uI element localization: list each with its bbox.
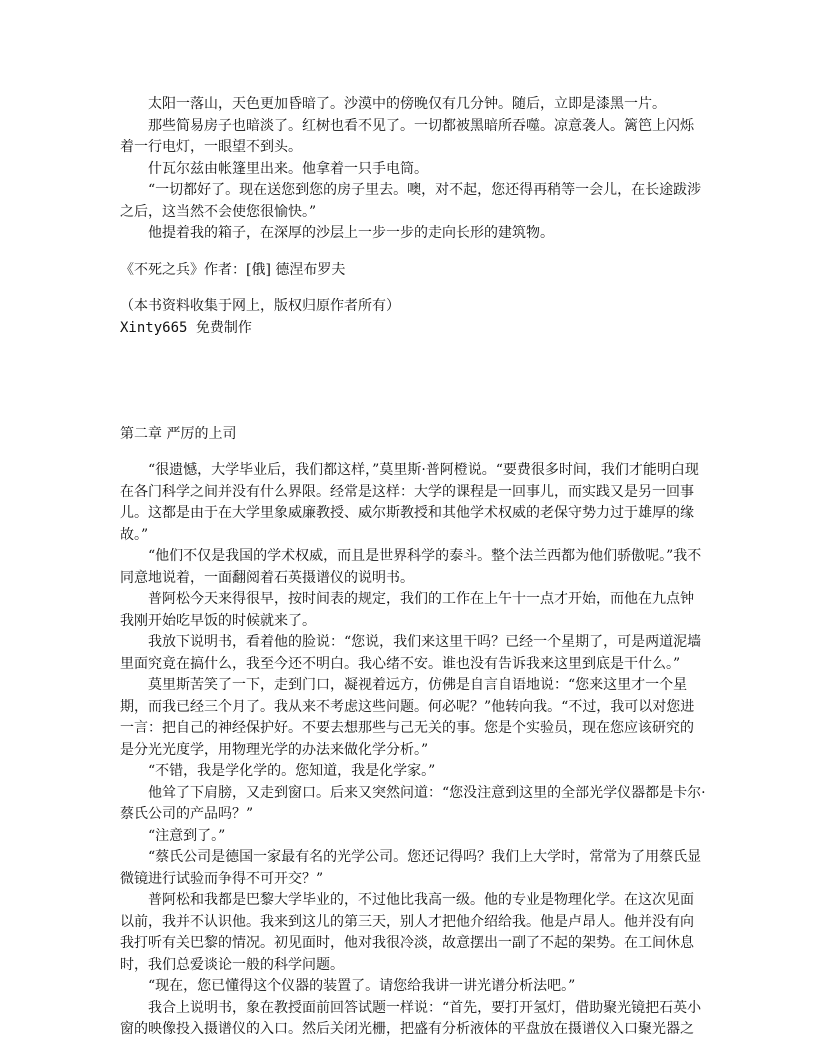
paragraph: 太阳一落山，天色更加昏暗了。沙漠中的傍晚仅有几分钟。随后，立即是漆黑一片。 [148,96,666,112]
book-info [120,260,706,282]
paragraph: “他们不仅是我国的学术权威，而且是世界科学的泰斗。整个法兰西都为他们骄傲呢。”我不同意地说着，一面翻阅着石英摄谱仪的说明书。 [120,548,702,586]
chapter-heading: 第二章 严厉的上司 [120,426,237,442]
paragraph: 莫里斯苦笑了一下，走到门口，凝视着远方，仿佛是自言自语地说：“您来这里才一个星期，而我已经三个月了。我从来不考虑这些问题。何必呢？”他转向我。“不过，我可以对您进一言：把自己的神经保护好。不要去想那些与己无关的事。您是个实验员，现在您应该研究的是分光光度学，用物理光学的办法来做化学分析。” [120,677,695,758]
paragraph: “现在，您已懂得这个仪器的装置了。请您给我讲一讲光谱分析法吧。” [148,978,576,994]
paragraph: 普阿松和我都是巴黎大学毕业的，不过他比我高一级。他的专业是物理化学。在这次见面以前，我并不认识他。我来到这儿的第三天，别人才把他介绍给我。他是卢昂人。他并没有向我打听有关巴黎的情况。初见面时，他对我很冷淡，故意摆出一副了不起的架势。在工间休息时，我们总爱谈论一般的科学问题。 [120,892,694,973]
paragraph: “蔡氏公司是德国一家最有名的光学公司。您还记得吗？我们上大学时，常常为了用蔡氏显微镜进行试验而争得不可开交？” [120,849,702,887]
paragraph: “一切都好了。现在送您到您的房子里去。噢，对不起，您还得再稍等一会儿，在长途跋涉之后，这当然不会使您很愉快。” [120,182,702,220]
chapter-body [120,460,706,1041]
chapter-heading-block [120,424,706,446]
paragraph: “不错，我是学化学的。您知道，我是化学家。” [148,763,436,779]
paragraph: 我合上说明书，象在教授面前回答试题一样说：“首先，要打开氢灯，借助聚光镜把石英小窗的映像投入摄谱仪的入口。然后关闭光栅，把盛有分析液体的平盘放在摄谱仪入口聚光器之 [120,999,702,1037]
paragraph: 普阿松今天来得很早，按时间表的规定，我们的工作在上午十一点才开始，而他在九点钟我刚开始吃早饭的时候就来了。 [120,591,694,629]
producer-line: Xinty665 免费制作 [120,319,252,336]
paragraph: “很遗憾，大学毕业后，我们都这样，”莫里斯·普阿橙说。“要费很多时间，我们才能明白现在各门科学之间并没有什么界限。经常是这样：大学的课程是一回事儿，而实践又是另一回事儿。这都是由于在大学里象威廉教授、威尔斯教授和其他学术权威的老保守势力过于雄厚的缘故。” [120,462,699,543]
copyright-line: （本书资料收集于网上，版权归原作者所有） [120,298,400,314]
paragraph: 他耸了下肩膀，又走到窗口。后来又突然问道：“您没注意到这里的全部光学仪器都是卡尔·蔡氏公司的产品吗？” [120,784,706,822]
book-title-line: 《不死之兵》作者：[俄] 德涅布罗夫 [120,262,346,278]
paragraph: 他提着我的箱子，在深厚的沙层上一步一步的走向长形的建筑物。 [148,225,554,241]
chapter-one-ending [120,94,706,245]
paragraph: “注意到了。” [148,827,226,844]
book-credits [120,296,706,339]
paragraph: 我放下说明书，看着他的脸说：“您说，我们来这里干吗？已经一个星期了，可是两道泥墙里面究竟在搞什么，我至今还不明白。我心绪不安。谁也没有告诉我来这里到底是干什么。” [120,634,702,672]
paragraph: 那些简易房子也暗淡了。红树也看不见了。一切都被黑暗所吞噬。凉意袭人。篱笆上闪烁着一行电灯，一眼望不到头。 [120,117,694,155]
paragraph: 什瓦尔兹由帐篷里出来。他拿着一只手电筒。 [148,160,428,177]
